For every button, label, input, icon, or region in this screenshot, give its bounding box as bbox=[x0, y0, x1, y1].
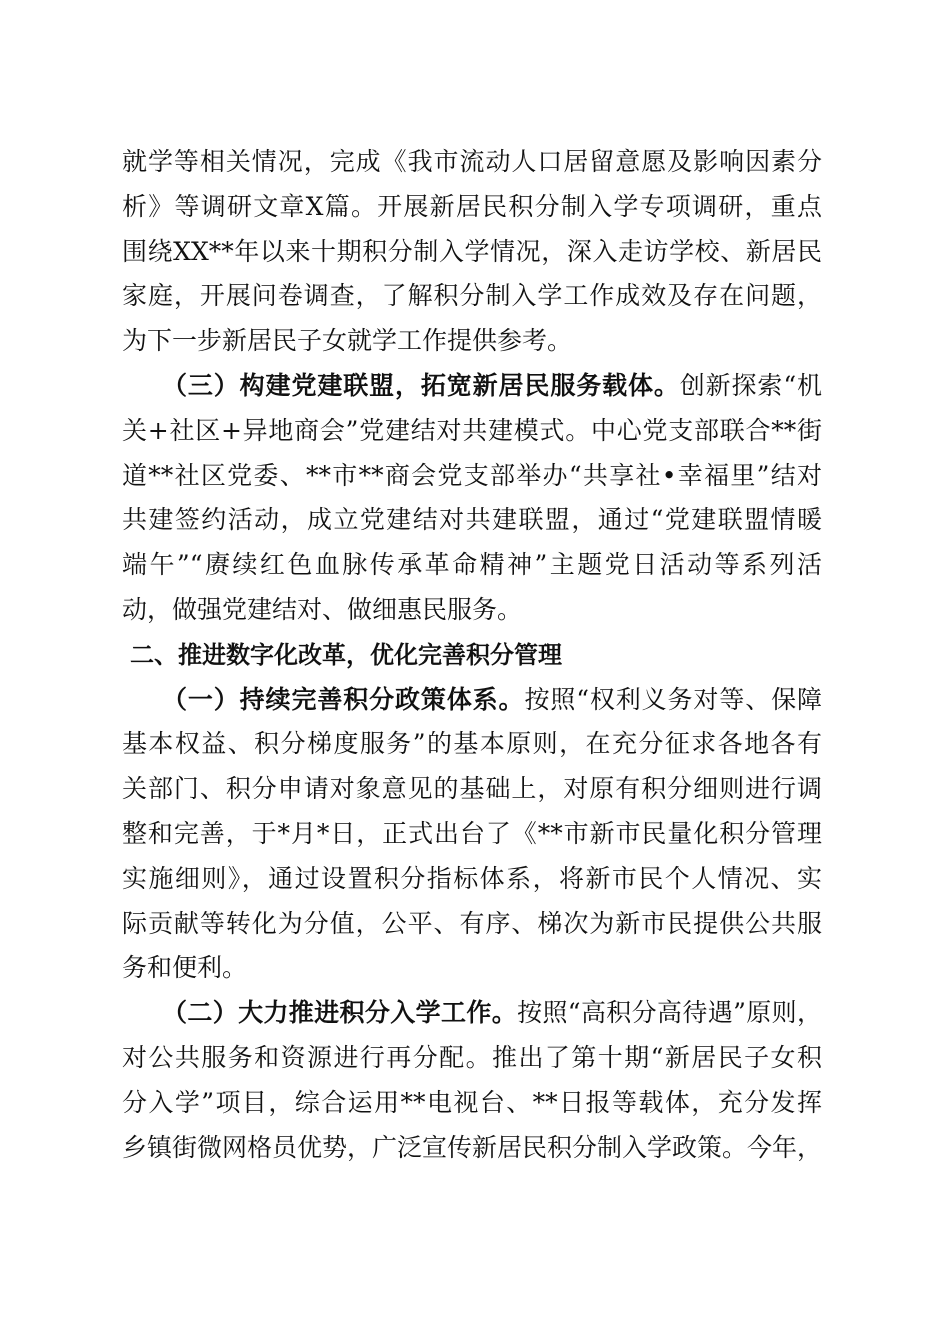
text-line bbox=[122, 454, 822, 499]
line-text: 基本权益、积分梯度服务”的基本原则，在充分征求各地各有 bbox=[122, 729, 822, 759]
text-line bbox=[122, 857, 822, 902]
line-text: 端午”“赓续红色血脉传承革命精神”主题党日活动等系列活 bbox=[122, 550, 822, 580]
line-text: 围绕XX**年以来十期积分制入学情况，深入走访学校、新居民 bbox=[122, 236, 822, 266]
text-line bbox=[122, 1081, 822, 1126]
line-text: 际贡献等转化为分值，公平、有序、梯次为新市民提供公共服 bbox=[122, 908, 822, 938]
text-line bbox=[122, 543, 822, 588]
text-line bbox=[122, 185, 822, 230]
line-text: 实施细则》，通过设置积分指标体系，将新市民个人情况、实 bbox=[122, 863, 822, 893]
text-line bbox=[122, 991, 822, 1036]
text-line bbox=[122, 902, 822, 947]
line-text: 务和便利。 bbox=[122, 953, 248, 983]
text-line bbox=[122, 274, 822, 319]
text-line bbox=[122, 498, 822, 543]
section-heading bbox=[122, 633, 822, 678]
text-line bbox=[122, 812, 822, 857]
paragraph-lead: （一）持续完善积分政策体系。 bbox=[162, 684, 525, 714]
text-line bbox=[122, 946, 822, 991]
text-line bbox=[122, 319, 822, 364]
line-text: 为下一步新居民子女就学工作提供参考。 bbox=[122, 326, 573, 356]
paragraph-lead: （三）构建党建联盟，拓宽新居民服务载体。 bbox=[162, 370, 680, 400]
line-text: 道**社区党委、**市**商会党支部举办“共享社•幸福里”结对 bbox=[122, 460, 822, 490]
text-line bbox=[122, 230, 822, 275]
text-line bbox=[122, 767, 822, 812]
heading-text: 二、推进数字化改革，优化完善积分管理 bbox=[130, 640, 562, 669]
line-text: 对公共服务和资源进行再分配。推出了第十期“新居民子女积 bbox=[122, 1042, 822, 1072]
line-text: 创新探索“机 bbox=[679, 370, 822, 400]
line-text: 就学等相关情况，完成《我市流动人口居留意愿及影响因素分 bbox=[122, 147, 822, 176]
line-text: 乡镇街微网格员优势，广泛宣传新居民积分制入学政策。今年， bbox=[122, 1132, 822, 1162]
line-text: 动，做强党建结对、做细惠民服务。 bbox=[122, 594, 523, 624]
line-text: 共建签约活动，成立党建结对共建联盟，通过“党建联盟情暖 bbox=[122, 505, 822, 535]
text-line bbox=[122, 409, 822, 454]
text-line bbox=[122, 588, 822, 633]
paragraph-lead: （二）大力推进积分入学工作。 bbox=[162, 998, 518, 1028]
line-text: 析》等调研文章X篇。开展新居民积分制入学专项调研，重点 bbox=[122, 191, 822, 221]
text-line bbox=[122, 1036, 822, 1081]
text-line bbox=[122, 364, 822, 409]
text-line bbox=[122, 722, 822, 767]
line-text: 分入学”项目，综合运用**电视台、**日报等载体，充分发挥 bbox=[122, 1087, 822, 1117]
line-text: 关+社区+异地商会”党建结对共建模式。中心党支部联合**街 bbox=[122, 415, 822, 445]
text-line bbox=[122, 678, 822, 723]
line-text: 关部门、积分申请对象意见的基础上，对原有积分细则进行调 bbox=[122, 774, 822, 804]
line-text: 按照“高积分高待遇”原则， bbox=[517, 998, 822, 1028]
text-line bbox=[122, 1126, 822, 1171]
line-text: 整和完善，于*月*日，正式出台了《**市新市民量化积分管理 bbox=[122, 818, 822, 848]
document-body bbox=[122, 140, 822, 1170]
line-text: 按照“权利义务对等、保障 bbox=[524, 684, 822, 714]
line-text: 家庭，开展问卷调查，了解积分制入学工作成效及存在问题， bbox=[122, 281, 822, 311]
text-line bbox=[122, 140, 822, 185]
